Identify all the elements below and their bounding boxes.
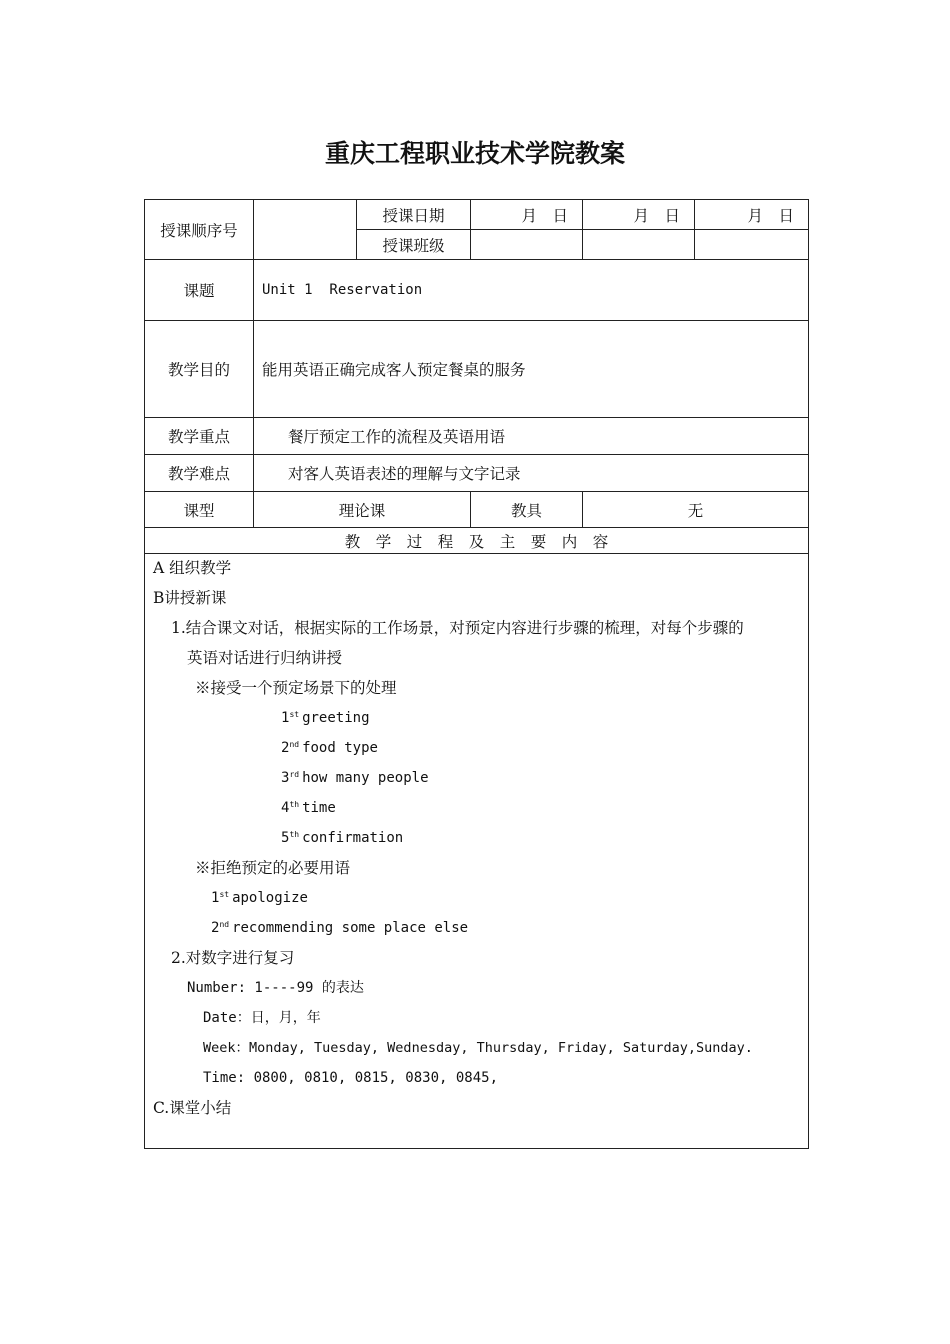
page-title: 重庆工程职业技术学院教案 (324, 139, 625, 168)
teaching-content (145, 554, 809, 1149)
section-a: A 组织教学 (153, 559, 232, 577)
accept-step: 1st greeting (281, 710, 370, 726)
item1-line1: 1.结合课文对话，根据实际的工作场景，对预定内容进行步骤的梳理，对每个步骤的 (171, 619, 744, 637)
objective-label: 教学目的 (145, 321, 254, 418)
lesson-plan-table (144, 199, 809, 1149)
accept-step: 4th time (281, 800, 336, 816)
refuse-step: 1st apologize (211, 890, 308, 906)
item2: 2.对数字进行复习 (171, 949, 295, 967)
refuse-step: 2nd recommending some place else (211, 920, 469, 936)
time-line: Time: 0800, 0810, 0815, 0830, 0845, (203, 1070, 499, 1086)
topic-value: Unit 1 Reservation (254, 260, 809, 321)
accept-step: 2nd food type (281, 740, 378, 756)
class-cell-3 (695, 230, 809, 260)
accept-step: 5th confirmation (281, 830, 404, 846)
sequence-value (254, 200, 357, 260)
number-line: Number: 1----99 的表达 (187, 980, 364, 996)
accept-step: 3rd how many people (281, 770, 429, 786)
date-line: Date：日，月，年 (203, 1010, 321, 1026)
date-label: 授课日期 (357, 200, 471, 230)
refuse-heading: ※拒绝预定的必要用语 (195, 859, 351, 877)
objective-value: 能用英语正确完成客人预定餐桌的服务 (254, 321, 809, 418)
class-cell-2 (583, 230, 695, 260)
key-points-value: 餐厅预定工作的流程及英语用语 (254, 418, 809, 455)
date-cell-1: 月 日 (471, 200, 583, 230)
class-label: 授课班级 (357, 230, 471, 260)
section-b: B讲授新课 (153, 589, 227, 607)
class-cell-1 (471, 230, 583, 260)
item1-line2: 英语对话进行归纳讲授 (187, 649, 343, 667)
process-heading: 教 学 过 程 及 主 要 内 容 (145, 528, 809, 554)
accept-heading: ※接受一个预定场景下的处理 (195, 679, 397, 697)
section-c: C.课堂小结 (153, 1099, 232, 1117)
sequence-label: 授课顺序号 (145, 200, 254, 260)
key-points-label: 教学重点 (145, 418, 254, 455)
difficulties-value: 对客人英语表述的理解与文字记录 (254, 455, 809, 492)
week-line: Week：Monday, Tuesday, Wednesday, Thursday, Friday, Saturday,Sunday. (203, 1040, 753, 1056)
date-cell-2: 月 日 (583, 200, 695, 230)
tools-label: 教具 (471, 492, 583, 528)
topic-label: 课题 (145, 260, 254, 321)
date-cell-3: 月 日 (695, 200, 809, 230)
difficulties-label: 教学难点 (145, 455, 254, 492)
course-type-value: 理论课 (254, 492, 471, 528)
tools-value: 无 (583, 492, 809, 528)
course-type-label: 课型 (145, 492, 254, 528)
